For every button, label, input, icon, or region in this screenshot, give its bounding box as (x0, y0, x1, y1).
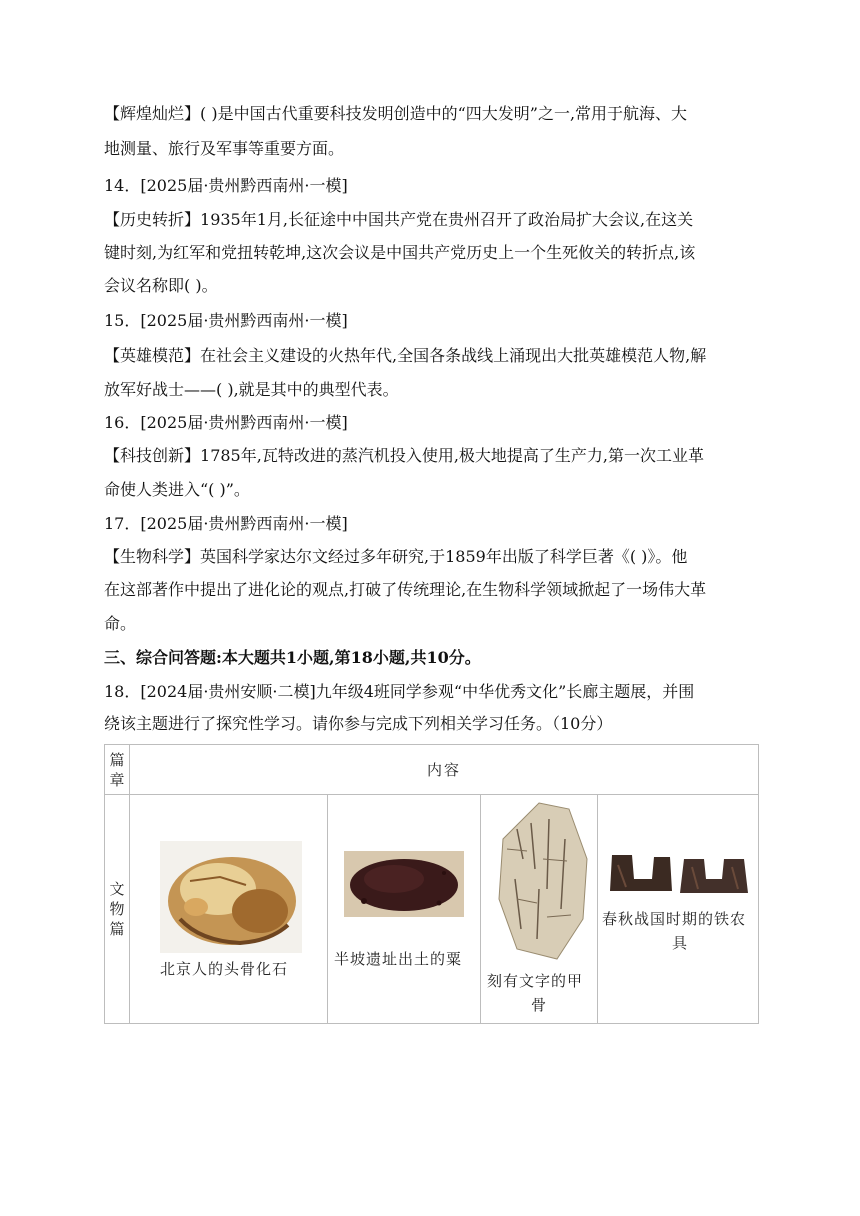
artifact-cell-oracle-bone (481, 795, 598, 1024)
question-14-line-3: 会议名称即( )。 (104, 276, 218, 295)
question-17-line-2: 在这部著作中提出了进化论的观点,打破了传统理论,在生物科学领域掀起了一场伟大革 (104, 580, 707, 599)
question-14-header: 14．[2025届·贵州黔西南州·一模] (104, 176, 348, 195)
question-14-line-1: 【历史转折】1935年1月,长征途中中国共产党在贵州召开了政治局扩大会议,在这关 (104, 210, 694, 229)
question-17-line-3: 命。 (104, 614, 137, 633)
artifact-caption: 半坡遗址出土的粟 (334, 950, 463, 968)
question-17-line-1: 【生物科学】英国科学家达尔文经过多年研究,于1859年出版了科学巨著《( )》。他 (104, 547, 688, 566)
artifact-caption: 北京人的头骨化石 (160, 960, 289, 978)
artifact-cell-iron-tools (598, 795, 759, 1024)
artifact-caption-line-2: 骨 (531, 996, 548, 1014)
iron-tools-image (608, 851, 754, 895)
question-18-line-2: 绕该主题进行了探究性学习。请你参与完成下列相关学习任务。（10分） (104, 714, 613, 733)
artifact-caption-line-1: 春秋战国时期的铁农 (602, 910, 747, 928)
question-16-line-1: 【科技创新】1785年,瓦特改进的蒸汽机投入使用,极大地提高了生产力,第一次工业革 (104, 446, 704, 465)
section-heading: 三、综合问答题:本大题共1小题,第18小题,共10分。 (104, 648, 481, 667)
millet-grain-image (344, 851, 464, 917)
question-14-line-2: 键时刻,为红军和党扭转乾坤,这次会议是中国共产党历史上一个生死攸关的转折点,该 (104, 243, 696, 262)
question-16-line-2: 命使人类进入“( )”。 (104, 480, 250, 499)
artifact-caption-line-1: 刻有文字的甲 (487, 972, 584, 990)
question-18-line-1: 18．[2024届·贵州安顺·二模]九年级4班同学参观“中华优秀文化”长廊主题展，并围 (104, 682, 695, 701)
question-tag: 【辉煌灿烂】 (104, 104, 201, 123)
question-13-line-1: 【辉煌灿烂】( )是中国古代重要科技发明创造中的“四大发明”之一,常用于航海、大 (104, 104, 688, 123)
col-header-chapter: 篇章 (105, 745, 130, 795)
oracle-bone-image (487, 799, 593, 965)
question-13-line-2: 地测量、旅行及军事等重要方面。 (104, 139, 345, 158)
question-tag: 【生物科学】 (104, 547, 201, 566)
question-tag: 【科技创新】 (104, 446, 201, 465)
question-15-header: 15．[2025届·贵州黔西南州·一模] (104, 311, 348, 330)
question-16-header: 16．[2025届·贵州黔西南州·一模] (104, 413, 348, 432)
artifact-caption-line-2: 具 (672, 934, 689, 952)
question-tag: 【英雄模范】 (104, 346, 201, 365)
artifact-cell-millet (328, 795, 481, 1024)
question-15-line-2: 放军好战士——( ),就是其中的典型代表。 (104, 380, 399, 399)
question-17-header: 17．[2025届·贵州黔西南州·一模] (104, 514, 348, 533)
question-tag: 【历史转折】 (104, 210, 201, 229)
row-label-artifacts: 文物篇 (105, 795, 130, 1024)
skull-fossil-image (160, 841, 302, 953)
question-15-line-1: 【英雄模范】在社会主义建设的火热年代,全国各条战线上涌现出大批英雄模范人物,解 (104, 346, 707, 365)
artifact-cell-skull (130, 795, 328, 1024)
col-header-content: 内容 (130, 745, 759, 795)
exhibit-table (104, 744, 759, 1024)
